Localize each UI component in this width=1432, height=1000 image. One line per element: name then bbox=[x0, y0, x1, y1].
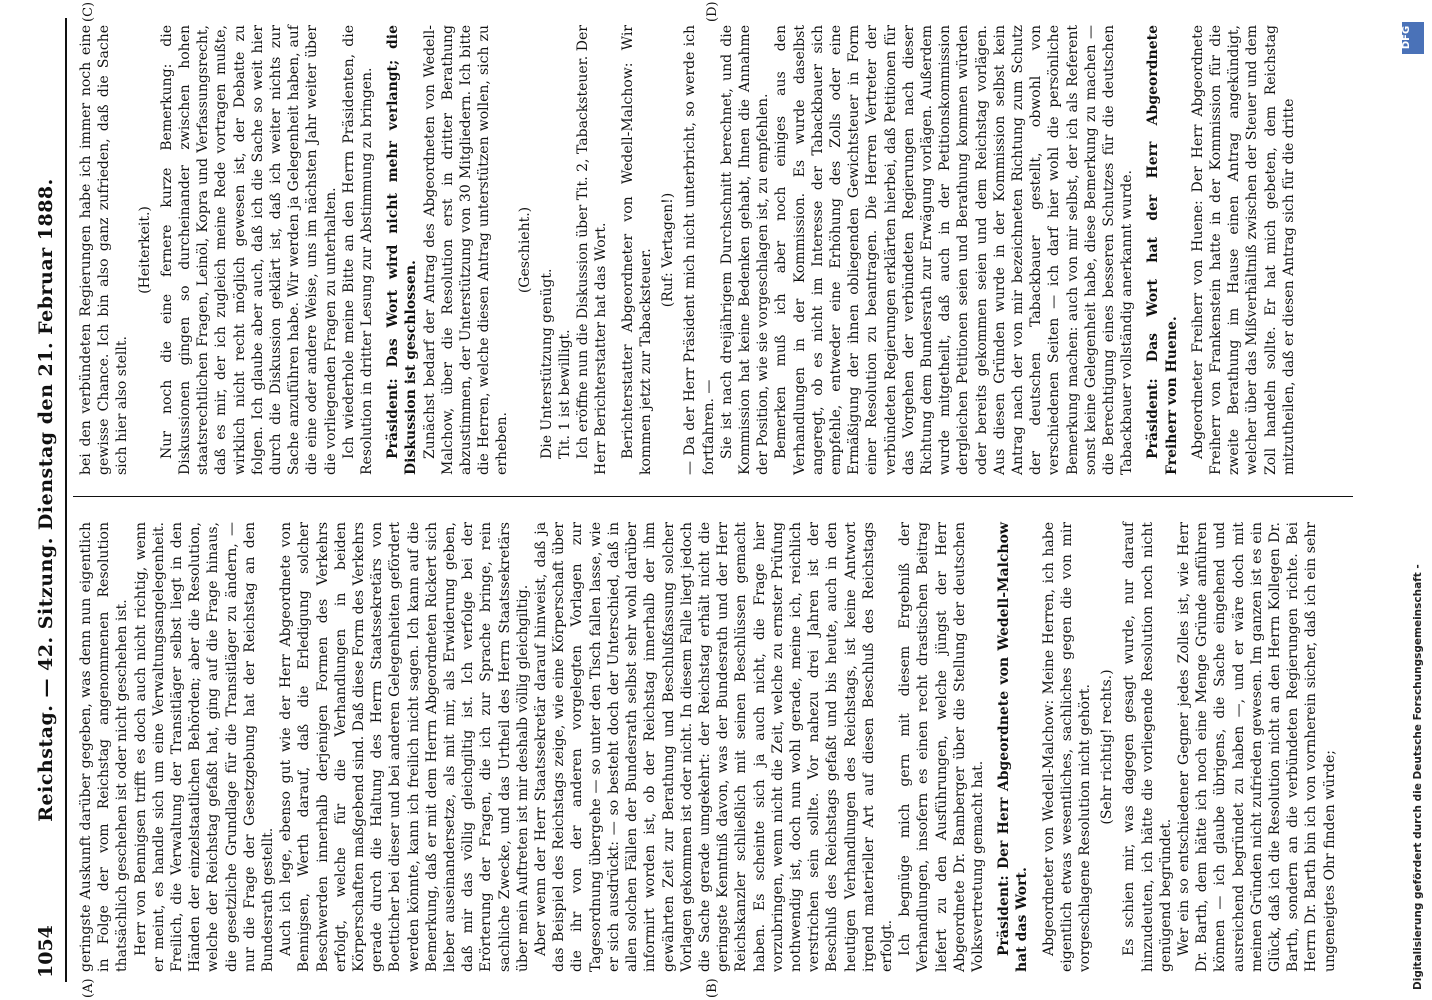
paragraph: Die Unterstützung genügt. bbox=[538, 268, 555, 459]
paragraph: Wer ein so entschiedener Gegner jedes Zolles ist, wie Herr Dr. Barth, dem hätte ich noch eine Menge Gründe anführen können — ich glaube übrigens, die Sache eingehend und ausreichend begründet zu haben —, und er wäre doch mit meinen Gründen nicht zufrieden gewesen. Im ganzen ist es ein Glück, daß ich die Resolution nicht an den Herrn Kollegen Dr. Barth, sondern an die verbündeten Regierungen richte. Bei Herrn Dr. Barth bin ich von vornherein sicher, daß ich ein sehr ungeneigtes Ohr finden würde; bbox=[1175, 522, 1338, 972]
paragraph: Ich begnüge mich gern mit diesem Ergebniß der Verhandlungen, insofern es einen recht drastischen Beitrag liefert zu den Ausführungen, welche jüngst der Herr Abgeordnete Dr. Bamberger über die Stellung der deutschen Volksvertretung gemacht hat. bbox=[897, 522, 986, 972]
speaker-paragraph: Präsident: Das Wort hat der Herr Abgeordnete Freiherr von Huene. bbox=[1145, 25, 1180, 475]
paragraph: Nur noch die eine fernere kurze Bemerkung: die Diskussionen gingen so durcheinander zwischen hohen staatsrechtlichen Fragen, Leinöl, Kopra und Verfassungsrecht, daß es mir, der ich zugleich meine Rede vortragen mußte, wirklich nicht recht möglich gewesen ist, der Debatte zu folgen. Ich glaube aber auch, daß ich die Sache so weit hier durch die Diskussion geklärt ist, daß ich weiter nichts zur Sache anzuführen habe. Wir werden ja Gelegenheit haben, auf die eine oder andere Weise, uns im nächsten Jahr weiter über die vorliegenden Fragen zu unterhalten. bbox=[158, 25, 339, 475]
paragraph: Ich wiederhole meine Bitte an den Herrn Präsidenten, die Resolution in dritter Lesung zur Abstimmung zu bringen. bbox=[340, 25, 376, 475]
paragraph: Bemerken muß ich aber noch einiges aus den Verhandlungen in der Kommission. Es wurde daselbst angeregt, ob es nicht im Interesse der Tabackbauer sich empfehle, entweder eine Erhöhung des Zolls oder eine Ermäßigung der ihnen obliegenden Gewichtsteuer in Form einer Resolution zu beantragen. Die Herren Vertreter der verbündeten Regierungen erklärten hierbei, daß Petitionen für das Vorgehen der verbündeten Regierungen nach dieser Richtung dem Bundesrath zur Erwägung vorlägen. Außerdem wurde mitgetheilt, daß auch in der Petitionskommission dergleichen Petitionen seien und Berathung kommen würden oder bereits gekommen seien und dem Reichstag vorlägen. Aus diesen Gründen wurde in der Kommission selbst kein Antrag nach der von mir bezeichneten Richtung zum Schutz der deutschen Tabackbauer gestellt, obwohl von verschiedenen Seiten — ich darf hier wohl die persönliche Bemerkung machen: auch von mir selbst, der ich als Referent sonst keine Gelegenheit habe, diese Bemerkung zu machen — die Berechtigung eines besseren Schutzes für die deutschen Tabackbauer vollständig anerkannt wurde. bbox=[773, 25, 1136, 475]
rotated-page-content bbox=[25, 0, 1365, 1000]
speaker-paragraph: Abgeordneter von Wedell-Malchow: Meine Herren, ich habe eigentlich etwas wesentliches, sachliches gegen die von mir vorgeschlagene Resolution nicht gehört. bbox=[1040, 522, 1093, 972]
margin-marker-d: (D) bbox=[705, 1, 720, 22]
paragraph: Auch ich lege, ebenso gut wie der Herr Abgeordnete von Bennigsen, Werth darauf, daß die Erledigung solcher Beschwerden innerhalb derjenigen Formen des Verkehrs erfolgt, welche für die Verhandlungen in beiden Körperschaften maßgebend sind. Daß diese Form des Verkehrs gerade durch die Haltung des Herrn Staatssekretärs von Boetticher bei dieser und bei anderen Gelegenheiten gefördert werden könnte, kann ich freilich nicht sagen. Ich kann auf die Bemerkung, daß er mit dem Herrn Abgeordneten Rickert sich lieber auseinandersetze, als mit mir, als Erwiderung geben, daß mir das völlig gleichgiltig ist. Ich verfolge bei der Erörterung der Fragen, die ich zur Sprache bringe, rein sachliche Zwecke, und das Urtheil des Herrn Staatssekretärs über mein Auftreten ist mir deshalb völlig gleichgiltig. bbox=[278, 522, 531, 972]
digitization-note: Digitalisierung gefördert durch die Deutsche Forschungsgemeinschaft - bbox=[1412, 564, 1424, 990]
column-divider bbox=[73, 496, 1353, 497]
paragraph: Es schien mir, was dagegen gesagt wurde, nur darauf hinzudeuten, ich hätte die vorliegende Resolution noch nicht genügend begründet. bbox=[1121, 522, 1174, 972]
page-number: 1054 bbox=[35, 925, 57, 978]
paragraph: geringste Auskunft darüber gegeben, was denn nun eigentlich in Folge der vom Reichstag angenommenen Resolution thatsächlich geschehen ist oder nicht geschehen ist. bbox=[78, 522, 131, 972]
paragraph: Herr von Bennigsen trifft es doch auch nicht richtig, wenn er meint, es handle sich um eine Verwaltungsangelegenheit. Freilich, die Verwaltung der Transitläger selbst liegt in den Händen der einzelstaatlichen Behörden; aber die Resolution, welche der Reichstag gefaßt hat, ging auf die Frage hinaus, die gesetzliche Grundlage für die Transitläger zu ändern, — nur die Frage der Gesetzgebung hat der Reichstag an den Bundesrath gestellt. bbox=[132, 522, 277, 972]
page-header bbox=[25, 0, 65, 1000]
paragraph: — Da der Herr Präsident mich nicht unterbricht, so werde ich fortfahren. — bbox=[682, 25, 717, 475]
page-title: Reichstag. — 42. Sitzung. Dienstag den 21. Februar 1888. bbox=[35, 178, 57, 822]
speaker-paragraph: Abgeordneter Freiherr von Huene: Der Herr Abgeordnete Freiherr von Frankenstein hatte in der Kommission für die zweite Berathung im Hause einen Antrag angekündigt, welcher über das Mißverhältniß zwischen der Steuer und dem Zoll handeln sollte. Er hat mich gebeten, dem Reichstag mitzutheilen, daß er diesen Antrag sich für die dritte bbox=[1189, 25, 1297, 475]
dfg-logo-text: DFG bbox=[1401, 25, 1413, 50]
left-column bbox=[77, 522, 1339, 972]
paragraph: bei den verbündeten Regierungen habe ich immer noch eine gewisse Chance. Ich bin also ganz zufrieden, daß die Sache sich hier also stellt. bbox=[78, 25, 131, 475]
paragraph: Sie ist nach dreijährigem Durchschnitt berechnet, und die Kommission hat keine Bedenken gehabt, Ihnen die Annahme der Position, wie sie vorgeschlagen ist, zu empfehlen. bbox=[718, 25, 772, 475]
margin-marker-c: (C) bbox=[81, 1, 96, 22]
paragraph: Aber wenn der Herr Staatssekretär darauf hinweist, daß ja das Beispiel des Reichstags zeige, wie eine Körperschaft über die ihr von der anderen vorgelegten Vorlagen zur Tagesordnung übergehe — so unter den Tisch fallen lasse, wie er sich ausdrückt: — so besteht doch der Unterschied, daß in allen solchen Fällen der Bundesrath selbst sehr wohl darüber informirt worden ist, ob der Reichstag innerhalb der ihm gewährten Zeit zur Berathung und Beschlußfassung solcher Vorlagen gekommen ist oder nicht. In diesem Falle liegt jedoch die Sache gerade umgekehrt: der Reichstag erhält nicht die geringste Kenntniß davon, was der Bundesrath und der Herr Reichskanzler schließlich mit seinen Beschlüssen gemacht haben. Es scheinte sich ja auch nicht, die Frage hier vorzubringen, wenn nicht die Zeit, welche zu ernster Prüfung nothwendig ist, doch nun wohl gerade, meine ich, reichlich verstrichen sein sollte. Vor nahezu drei Jahren ist der Beschluß des Reichstags gefaßt und bis heute, auch in den heutigen Verhandlungen des Reichstags, ist keine Antwort irgend materieller Art auf diesen Beschluß des Reichstags erfolgt. bbox=[533, 522, 895, 972]
speaker-paragraph: Präsident: Das Wort wird nicht mehr verlangt; die Diskussion ist geschlossen. bbox=[385, 25, 420, 475]
paragraph: Tit. 1 ist bewilligt. bbox=[557, 329, 574, 459]
margin-marker-a: (A) bbox=[81, 978, 96, 998]
paragraph: Zunächst bedarf der Antrag des Abgeordneten von Wedell-Malchow, über die Resolution erst in dritter Berathung abzustimmen, der Unterstützung von 30 Mitgliedern. Ich bitte die Herren, welche diesen Antrag unterstützen wollen, sich zu erheben. bbox=[421, 25, 511, 475]
speaker-paragraph: Präsident: Der Herr Abgeordnete von Wedell-Malchow hat das Wort. bbox=[996, 522, 1031, 972]
margin-marker-b: (B) bbox=[705, 978, 720, 998]
header-rule bbox=[65, 18, 67, 982]
paragraph: Ich eröffne nun die Diskussion über Tit. 2, Tabacksteuer. Der Herr Berichterstatter hat das Wort. bbox=[575, 25, 610, 475]
interjection: (Sehr richtig! rechts.) bbox=[1099, 669, 1116, 825]
interjection: (Geschieht.) bbox=[516, 206, 533, 294]
interjection: (Ruf: Vertagen!) bbox=[660, 192, 677, 308]
speaker-paragraph: Berichterstatter Abgeordneter von Wedell-Malchow: Wir kommen jetzt zur Tabacksteuer. bbox=[619, 25, 654, 475]
right-column bbox=[77, 25, 1298, 475]
interjection: (Heiterkeit.) bbox=[136, 206, 153, 294]
dfg-logo bbox=[1402, 22, 1424, 54]
